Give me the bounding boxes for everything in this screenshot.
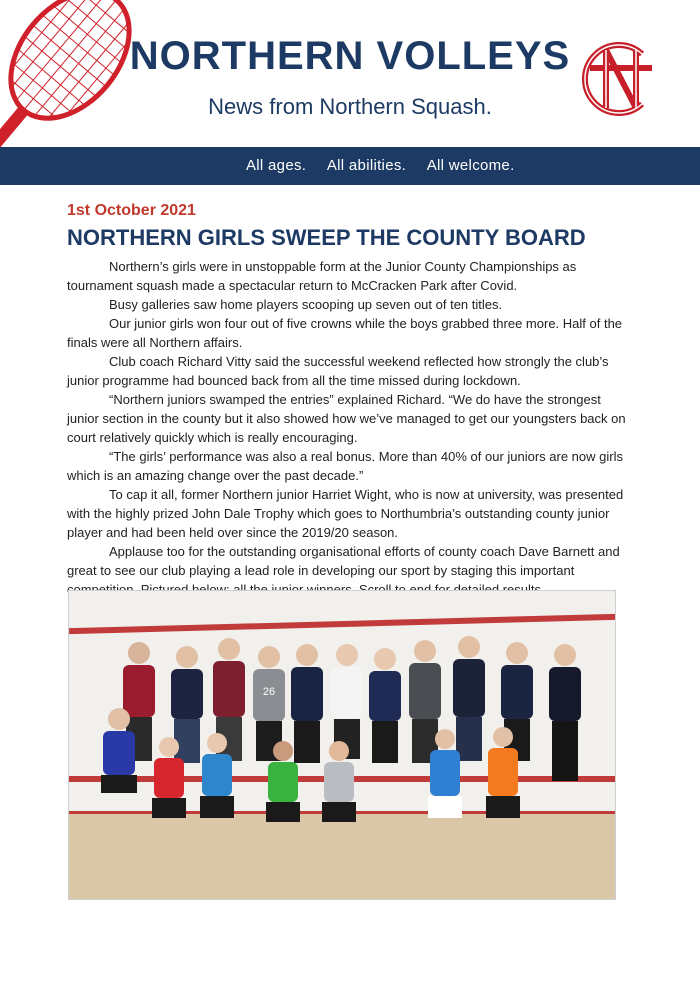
newsletter-title: NORTHERN VOLLEYS [129, 34, 571, 78]
article-paragraph: “The girls’ performance was also a real bonus. More than 40% of our juniors are now girls which is an amazing change over the past decade.” [67, 449, 623, 483]
article-date: 1st October 2021 [67, 202, 196, 219]
tagline-welcome: All welcome. [426, 157, 515, 174]
club-crest-logo [580, 38, 660, 120]
article-headline: NORTHERN GIRLS SWEEP THE COUNTY BOARD [67, 225, 586, 250]
junior-winners-photo [68, 590, 616, 900]
photo-illustration [69, 591, 616, 900]
article-paragraph: Our junior girls won four out of five crowns while the boys grabbed three more. Half of the finals were all Northern affairs. [67, 316, 623, 350]
article-paragraph: Northern’s girls were in unstoppable form at the Junior County Championships as tournament squash made a spectacular return to McCracken Park after Covid. [67, 259, 577, 293]
article-paragraph: To cap it all, former Northern junior Harriet Wight, who is now at university, was presented with the highly prized John Dale Trophy which goes to Northumbria’s outstanding county junior player and had been held over since the 2019/20 season. [67, 487, 624, 540]
article-paragraph: “Northern juniors swamped the entries” explained Richard. “We do have the strongest junior section in the county but it also showed how we’ve managed to get our youngsters back on court relatively quickly which is really encouraging. [67, 392, 626, 445]
article-body [67, 257, 630, 599]
tagline-band [0, 147, 700, 185]
tagline-abilities: All abilities. [326, 157, 407, 174]
article-paragraph: Applause too for the outstanding organisational efforts of county coach Dave Barnett and great to see our club playing a lead role in developing our sport by staging this important [67, 544, 620, 578]
article-paragraph: Busy galleries saw home players scooping up seven out of ten titles. [109, 297, 503, 312]
tagline-ages: All ages. [246, 157, 307, 174]
newsletter-subtitle: News from Northern Squash. [208, 94, 492, 119]
article-paragraph: Club coach Richard Vitty said the successful weekend reflected how strongly the club’s junior programme had bounced back from all the time missed during lockdown. [67, 354, 609, 388]
shirt-number: 26 [262, 686, 276, 698]
tagline-text [246, 157, 532, 174]
